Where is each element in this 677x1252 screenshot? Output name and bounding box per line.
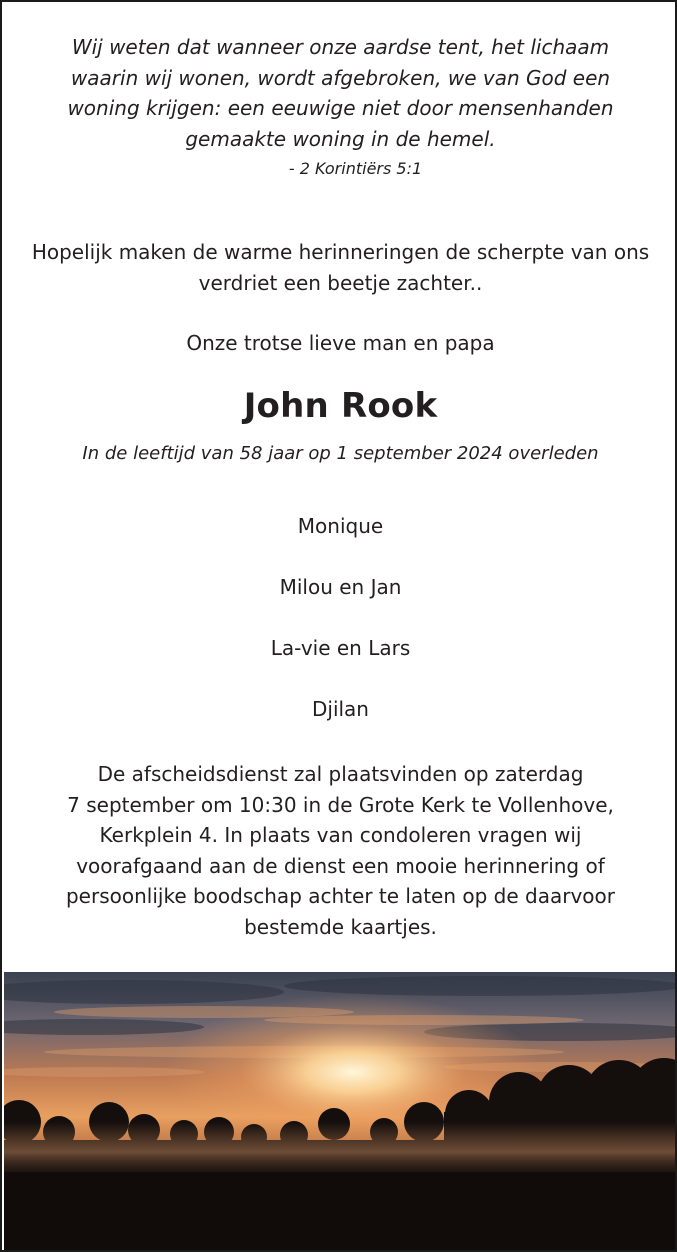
age-line: In de leeftijd van 58 jaar op 1 september 2024 overleden [82,443,599,464]
service-info [2,759,677,942]
sunset-landscape-image [4,972,675,1250]
family-member-1: Monique [297,514,384,538]
intro-text: Onze trotse lieve man en papa [186,331,495,355]
verse-line: waarin wij wonen, wordt afgebroken, we van God een [70,65,611,90]
family-member-4: Djilan [311,697,369,721]
verse-line: Wij weten dat wanneer onze aardse tent, het lichaam [71,35,610,59]
service-line: bestemde kaartjes. [244,914,437,939]
service-line: 7 september om 10:30 in de Grote Kerk te Vollenhove, [67,792,614,817]
service-line: persoonlijke boodschap achter te laten op de daarvoor [65,884,615,908]
family-member-3: La-vie en Lars [270,636,411,660]
hope-line: Hopelijk maken de warme herinneringen de scherpte van ons [31,240,650,264]
service-line: voorafgaand aan de dienst een mooie herinnering of [76,853,605,878]
service-line: De afscheidsdienst zal plaatsvinden op zaterdag [97,762,584,786]
bible-verse [32,32,649,154]
verse-line: woning krijgen: een eeuwige niet door mensenhanden [67,96,614,120]
deceased-name: John Rook [243,386,438,426]
hope-line: verdriet een beetje zachter.. [198,270,483,295]
verse-source: - 2 Korintiërs 5:1 [288,159,423,178]
service-line: Kerkplein 4. In plaats van condoleren vragen wij [99,823,582,847]
family-member-2: Milou en Jan [279,575,402,599]
hope-text [2,237,677,298]
verse-line: gemaakte woning in de hemel. [185,126,496,151]
